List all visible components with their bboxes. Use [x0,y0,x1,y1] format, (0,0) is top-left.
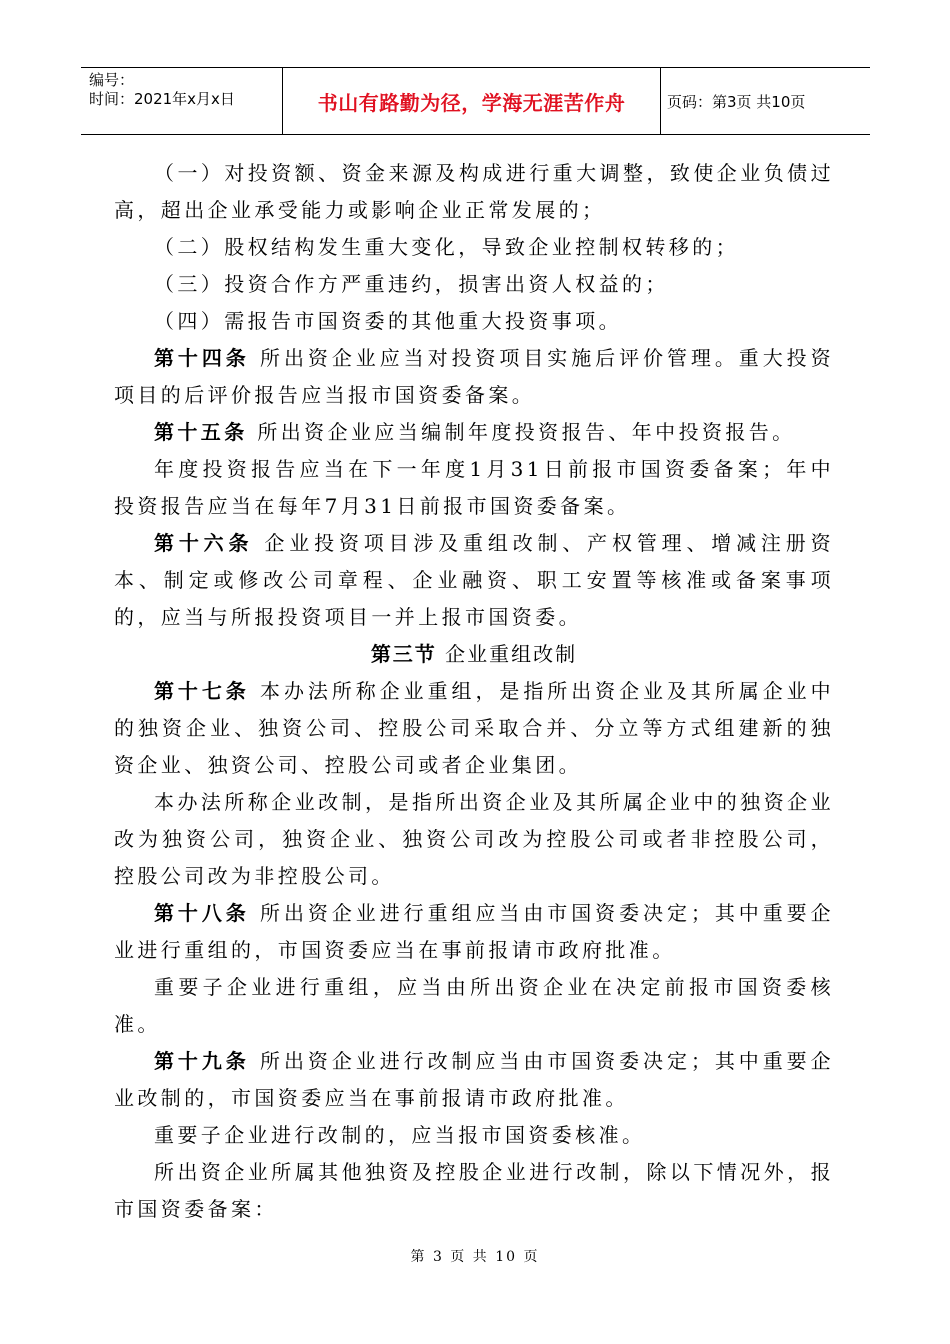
paragraph-text: 企业投资项目涉及重组改制、产权管理、增减注册资本、制定或修改公司章程、企业融资、职工安置等核准或备案事项的，应当与所报投资项目一并上报市国资委。 [114,531,834,629]
section-heading [114,636,834,673]
paragraph [114,340,834,414]
section-title: 企业重组改制 [436,642,578,666]
paragraph-group-2 [114,673,834,1228]
paragraph-text: 所出资企业进行重组应当由市国资委决定；其中重要企业进行重组的，市国资委应当在事前报请市政府批准。 [114,901,834,962]
header-page-number: 页码：第3页 共10页 [667,92,806,111]
header-date: 时间：2021年x月x日 [89,90,235,108]
section-number: 第三节 [370,642,437,666]
paragraph [114,155,834,229]
paragraph-text: （四）需报告市国资委的其他重大投资事项。 [154,309,622,333]
paragraph [114,895,834,969]
paragraph-group-1 [114,155,834,636]
paragraph [114,673,834,784]
article-number: 第十五条 [154,420,248,444]
article-number: 第十四条 [154,346,250,370]
article-number: 第十九条 [154,1049,250,1073]
paragraph-text: （二）股权结构发生重大变化，导致企业控制权转移的； [154,235,739,259]
paragraph-text: 所出资企业进行改制应当由市国资委决定；其中重要企业改制的，市国资委应当在事前报请市政府批准。 [114,1049,834,1110]
page-footer: 第 3 页 共 10 页 [410,1249,540,1265]
document-header [81,67,870,135]
paragraph [114,784,834,895]
paragraph [114,303,834,340]
paragraph [114,229,834,266]
paragraph [114,414,834,451]
paragraph [114,451,834,525]
paragraph [114,1043,834,1117]
paragraph [114,1117,834,1154]
header-number: 编号： [89,71,135,89]
paragraph-text: 所出资企业应当对投资项目实施后评价管理。重大投资项目的后评价报告应当报市国资委备案。 [114,346,834,407]
document-body [114,155,834,1228]
paragraph-text: 重要子企业进行改制的，应当报市国资委核准。 [154,1123,646,1147]
paragraph-text: 重要子企业进行重组，应当由所出资企业在决定前报市国资委核准。 [114,975,834,1036]
paragraph-text: 年度投资报告应当在下一年度1月31日前报市国资委备案；年中投资报告应当在每年7月31日前报市国资委备案。 [114,457,834,518]
header-meta [81,68,283,134]
article-number: 第十七条 [154,679,250,703]
paragraph-text: （一）对投资额、资金来源及构成进行重大调整，致使企业负债过高，超出企业承受能力或影响企业正常发展的； [114,161,834,222]
paragraph-text: （三）投资合作方严重违约，损害出资人权益的； [154,272,669,296]
paragraph [114,1154,834,1228]
article-number: 第十八条 [154,901,250,925]
header-motto: 书山有路勤为径，学海无涯苦作舟 [283,68,661,134]
article-number: 第十六条 [154,531,254,555]
paragraph-text: 本办法所称企业改制，是指所出资企业及其所属企业中的独资企业改为独资公司，独资企业、独资公司改为控股公司或者非控股公司，控股公司改为非控股公司。 [114,790,834,888]
paragraph-text: 所出资企业应当编制年度投资报告、年中投资报告。 [247,420,796,444]
paragraph-text: 本办法所称企业重组，是指所出资企业及其所属企业中的独资企业、独资公司、控股公司采取合并、分立等方式组建新的独资企业、独资公司、控股公司或者企业集团。 [114,679,834,777]
paragraph [114,969,834,1043]
paragraph-text: 所出资企业所属其他独资及控股企业进行改制，除以下情况外，报市国资委备案： [114,1160,834,1221]
paragraph [114,266,834,303]
paragraph [114,525,834,636]
